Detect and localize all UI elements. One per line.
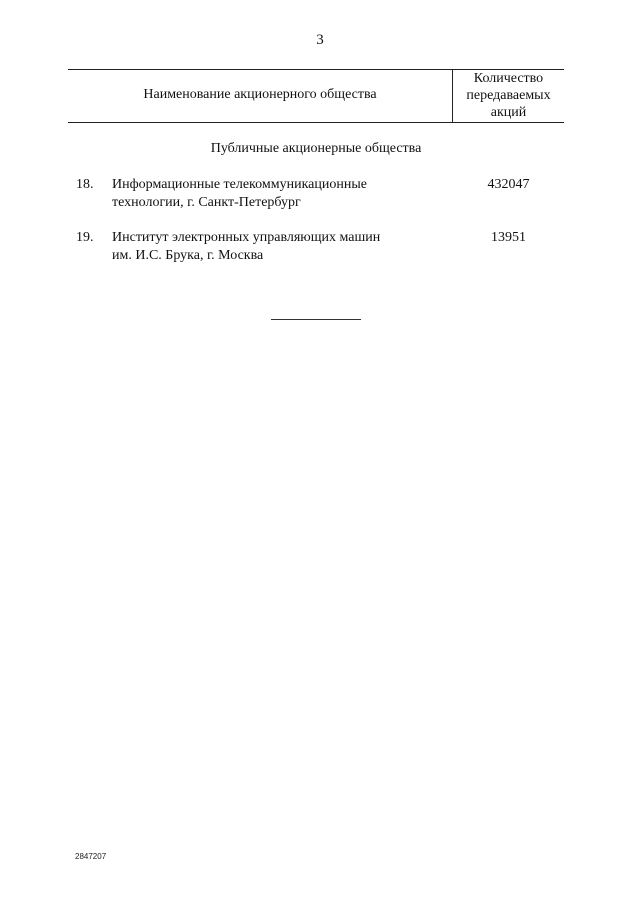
row-share-quantity: 13951	[491, 230, 526, 245]
row-company-name-line: им. И.С. Брука, г. Москва	[112, 248, 264, 263]
section-title: Публичные акционерные общества	[210, 141, 422, 156]
document-code: 2847207	[75, 852, 107, 861]
table-header-bottom-rule	[68, 122, 564, 123]
end-of-list-divider	[271, 319, 361, 320]
row-company-name	[112, 176, 432, 212]
row-company-name-line: технологии, г. Санкт-Петербург	[112, 195, 301, 210]
row-share-quantity: 432047	[487, 177, 530, 192]
row-company-name-line: Информационные телекоммуникационные	[112, 177, 367, 192]
row-company-name-line: Институт электронных управляющих машин	[112, 230, 381, 245]
column-header-name: Наименование акционерного общества	[143, 87, 377, 102]
column-header-quantity	[453, 70, 564, 121]
row-company-name	[112, 229, 432, 265]
page-number: 3	[316, 32, 324, 48]
row-number: 19.	[76, 230, 94, 245]
column-header-quantity-line: Количество	[473, 71, 544, 86]
column-header-quantity-line: передаваемых	[466, 88, 551, 103]
column-header-quantity-line: акций	[490, 105, 527, 120]
row-number: 18.	[76, 177, 94, 192]
